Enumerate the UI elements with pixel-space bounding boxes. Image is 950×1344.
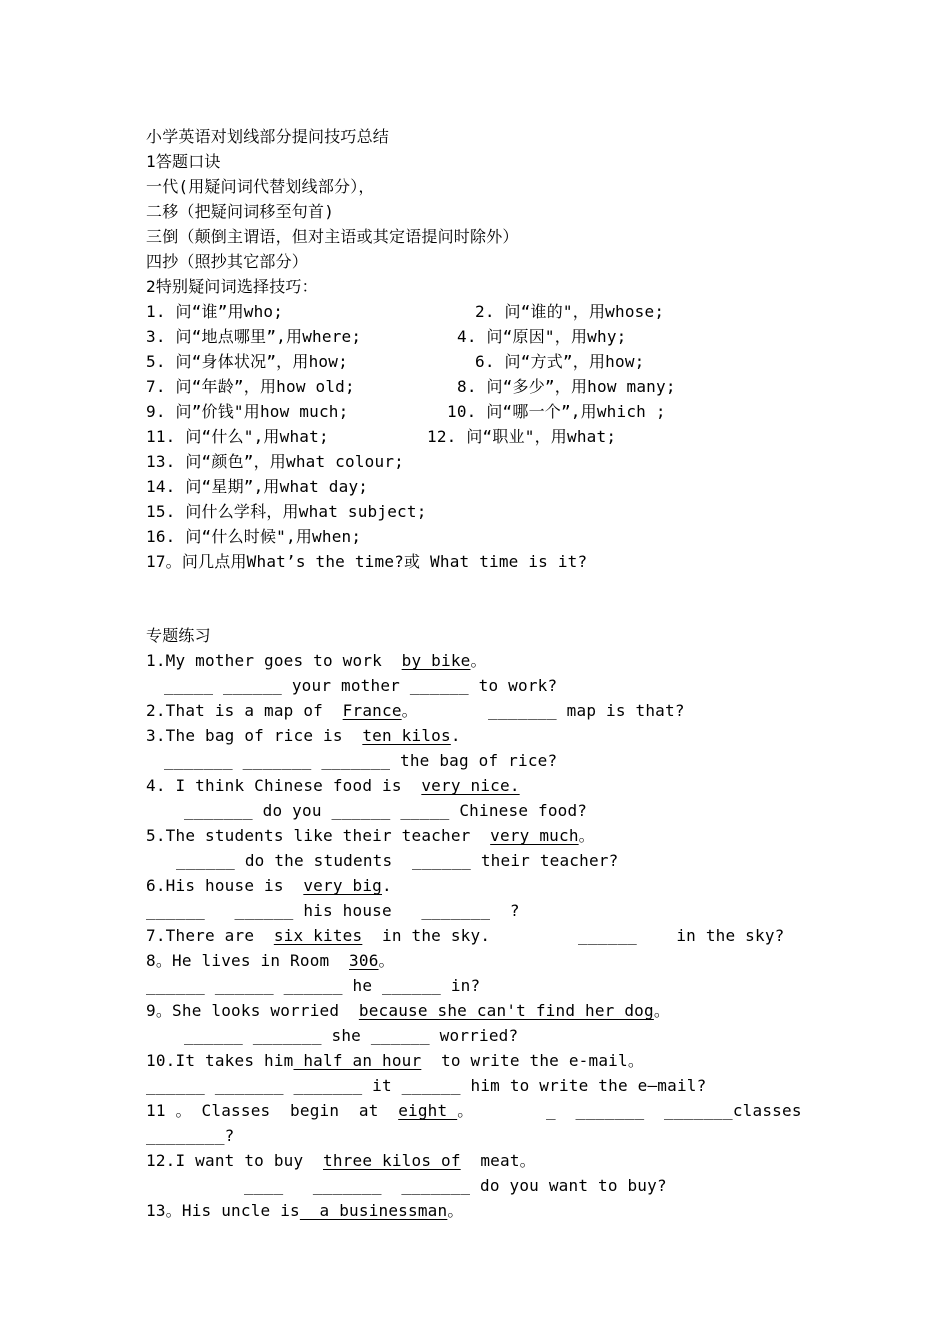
question: 4. I think Chinese food is very nice. [146,776,520,795]
underlined-part: because she can't find her dog [358,1001,654,1020]
underlined-part: by bike [401,651,471,670]
rule-item: 1. 问“谁”用who; [146,302,284,321]
answer-blank-line: ______ ______ ______ he ______ in? [146,976,481,995]
rule-item: 11. 问“什么",用what; [146,427,329,446]
answer-blank-line: _______ map is that? [488,701,685,720]
underlined-part: ten kilos [362,726,451,745]
underlined-part: very much [490,826,579,845]
underlined-part: half an hour [293,1051,422,1070]
answer-blank-line: _______ do you ______ _____ Chinese food? [184,801,588,820]
rule-item: 7. 问“年龄”，用how old; [146,377,355,396]
underlined-part: very big [303,876,382,895]
rule-item: 14. 问“星期”,用what day; [146,477,369,496]
answer-blank-line: ______ ______ his house _______ ? [146,901,520,920]
underlined-part: 306 [349,951,379,970]
answer-blank-line: _______ _______ _______ the bag of rice? [164,751,558,770]
question: 7.There are six kites in the sky. ______ in the sky? [146,923,846,948]
rule-item: 13. 问“颜色”，用what colour; [146,452,404,471]
underlined-part: a businessman [299,1201,448,1220]
answer-blank-line: _ _______ _______classes [546,1101,802,1120]
underlined-part: six kites [273,926,363,945]
rule-item: 15. 问什么学科，用what subject; [146,502,427,521]
mnemonic-line: 四抄（照抄其它部分） [146,252,309,271]
question: 5.The students like their teacher very much。 [146,826,595,845]
answer-blank-line: ______ in the sky? [578,926,785,945]
rule-item: 16. 问“什么时候",用when; [146,527,362,546]
section2-heading: 2特别疑问词选择技巧： [146,277,318,296]
rule-item: 3. 问“地点哪里”,用where; [146,327,362,346]
rule-item: 4. 问“原因"，用why; [457,327,627,346]
rule-row [146,349,846,374]
question: 2.That is a map of France。 _______ map is that? [146,698,846,723]
rule-item: 9. 问”价钱"用how much; [146,402,349,421]
rule-row [146,299,846,324]
underlined-part: eight [398,1101,458,1120]
question: 9。She looks worried because she can't find her dog。 [146,1001,671,1020]
rule-item: 6. 问“方式”，用how; [475,352,645,371]
question: 12.I want to buy three kilos of meat。 [146,1151,536,1170]
underlined-part: France [342,701,402,720]
rule-row [146,399,846,424]
question: 3.The bag of rice is ten kilos. [146,726,461,745]
rule-item: 8. 问“多少”，用how many; [457,377,676,396]
question: 8。He lives in Room 306。 [146,951,395,970]
rule-item: 5. 问“身体状况”，用how; [146,352,348,371]
rule-row [146,374,846,399]
mnemonic-line: 二移（把疑问词移至句首) [146,202,335,221]
question: 13。His uncle is a businessman。 [146,1201,464,1220]
question: 1.My mother goes to work by bike。 [146,651,487,670]
question: 6.His house is very big. [146,876,392,895]
document-title: 小学英语对划线部分提问技巧总结 [146,127,390,146]
answer-blank-line: _____ ______ your mother ______ to work? [164,676,558,695]
section1-heading: 1答题口诀 [146,152,221,171]
question: 11 。 Classes begin at eight 。 _ _______ _______classes [146,1098,846,1123]
mnemonic-line: 三倒（颠倒主谓语，但对主语或其定语提问时除外） [146,227,519,246]
question: 10.It takes him half an hour to write the e-mail。 [146,1051,645,1070]
rule-item: 17。问几点用What’s the time?或 What time is it? [146,552,588,571]
answer-blank-line: ____ _______ _______ do you want to buy? [244,1176,667,1195]
rule-item: 10. 问“哪一个”,用which ; [447,402,666,421]
answer-blank-line: ______ _______ _______ it ______ him to write the e—mail? [146,1076,707,1095]
answer-blank-line: ______ do the students ______ their teacher? [176,851,619,870]
rule-row [146,324,846,349]
answer-blank-line: ________? [146,1126,235,1145]
practice-heading: 专题练习 [146,626,211,645]
underlined-part: three kilos of [323,1151,461,1170]
underlined-part: very nice. [421,776,520,795]
rule-item: 12. 问“职业"，用what; [427,427,617,446]
mnemonic-line: 一代(用疑问词代替划线部分）， [146,177,375,196]
rule-row [146,424,846,449]
rule-item: 2. 问“谁的"，用whose; [475,302,665,321]
answer-blank-line: ______ _______ she ______ worried? [184,1026,519,1045]
